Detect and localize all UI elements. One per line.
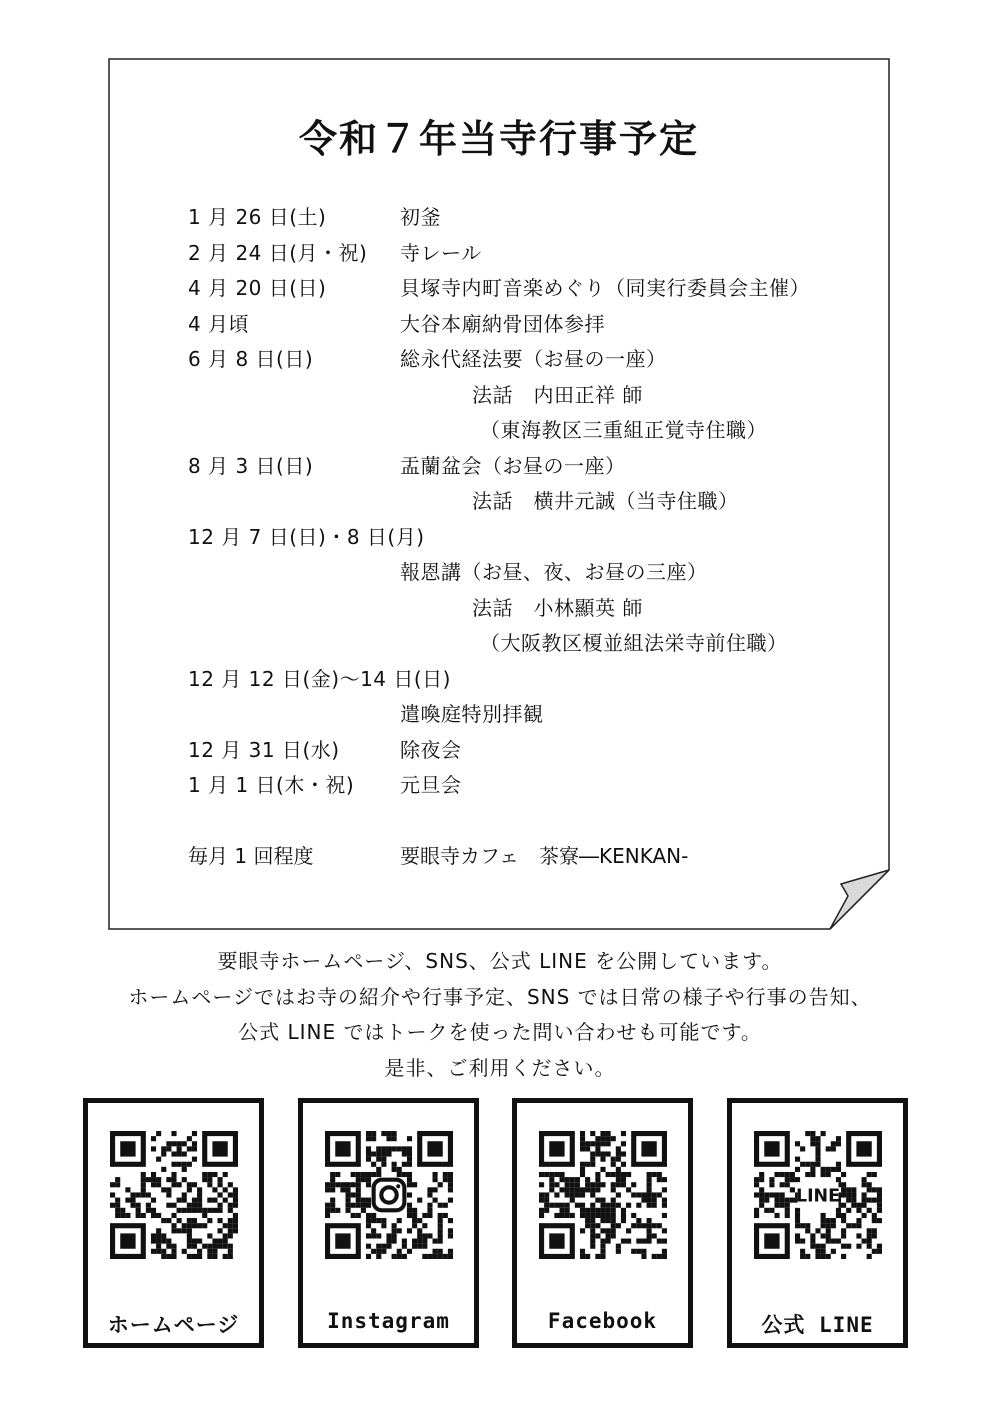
instagram-qr-icon[interactable]	[325, 1131, 453, 1259]
schedule-event: 除夜会	[400, 737, 462, 762]
facebook-qr-card[interactable]	[512, 1098, 693, 1348]
schedule-event: 報恩講（お昼、夜、お昼の三座）	[400, 560, 708, 584]
line-qr-icon[interactable]	[754, 1131, 882, 1259]
monthly-date: 毎月 1 回程度	[188, 844, 314, 868]
schedule-event: 寺レール	[400, 240, 482, 265]
schedule-event: （東海教区三重組正覚寺住職）	[480, 418, 767, 442]
qr-code-icon[interactable]	[539, 1131, 667, 1259]
schedule-event: 遣喚庭特別拝観	[400, 702, 544, 726]
schedule-date: 12 月 12 日(金)～14 日(日)	[188, 666, 451, 691]
online-info	[0, 944, 1000, 1086]
schedule-event: 法話 内田正祥 師	[472, 382, 643, 407]
schedule-event: （大阪教区榎並組法栄寺前住職）	[480, 631, 788, 655]
card-label: Facebook	[547, 1309, 658, 1333]
schedule-date: 1 月 26 日(土)	[188, 205, 327, 229]
monthly-event	[188, 838, 888, 874]
schedule-date: 12 月 31 日(水)	[188, 737, 340, 762]
homepage-qr-card[interactable]	[83, 1098, 264, 1348]
schedule-date: 12 月 7 日(日)・8 日(月)	[188, 524, 425, 549]
schedule-event: 法話 横井元誠（当寺住職）	[472, 489, 739, 513]
schedule-event: 元旦会	[400, 773, 462, 797]
qr-code-icon[interactable]	[110, 1131, 238, 1259]
info-line: 要眼寺ホームページ、SNS、公式 LINE を公開しています。	[217, 949, 783, 973]
info-line: 是非、ご利用ください。	[384, 1055, 616, 1080]
card-label: ホームページ	[107, 1313, 240, 1337]
schedule-event: 盂蘭盆会（お昼の一座）	[400, 453, 626, 478]
schedule-event: 法話 小林顯英 師	[472, 595, 643, 620]
page-title: 令和７年当寺行事予定	[298, 117, 699, 161]
card-label: 公式 LINE	[761, 1313, 874, 1337]
monthly-event-text: 要眼寺カフェ 茶寮―KENKAN-	[400, 844, 689, 868]
schedule-event: 初釜	[400, 205, 441, 229]
schedule-date: 4 月頃	[188, 311, 250, 336]
instagram-icon	[374, 1180, 405, 1211]
instagram-qr-card[interactable]	[298, 1098, 479, 1348]
schedule-date: 6 月 8 日(日)	[188, 347, 314, 371]
schedule-date: 8 月 3 日(日)	[188, 453, 314, 478]
schedule-date: 4 月 20 日(日)	[188, 276, 327, 300]
schedule-event: 大谷本廟納骨団体参拝	[400, 311, 605, 336]
svg-text:LINE: LINE	[796, 1186, 840, 1207]
line-logo-icon	[796, 1182, 840, 1208]
schedule-notice	[108, 58, 890, 930]
schedule-date: 1 月 1 日(木・祝)	[188, 773, 355, 797]
schedule-date: 2 月 24 日(月・祝)	[188, 240, 368, 265]
card-label: Instagram	[327, 1309, 450, 1333]
info-line: ホームページではお寺の紹介や行事予定、SNS では日常の様子や行事の告知、	[128, 984, 872, 1009]
info-line: 公式 LINE ではトークを使った問い合わせも可能です。	[238, 1020, 762, 1044]
schedule-event: 総永代経法要（お昼の一座）	[400, 347, 667, 371]
schedule-event: 貝塚寺内町音楽めぐり（同実行委員会主催）	[400, 276, 810, 300]
line-qr-card[interactable]	[727, 1098, 908, 1348]
